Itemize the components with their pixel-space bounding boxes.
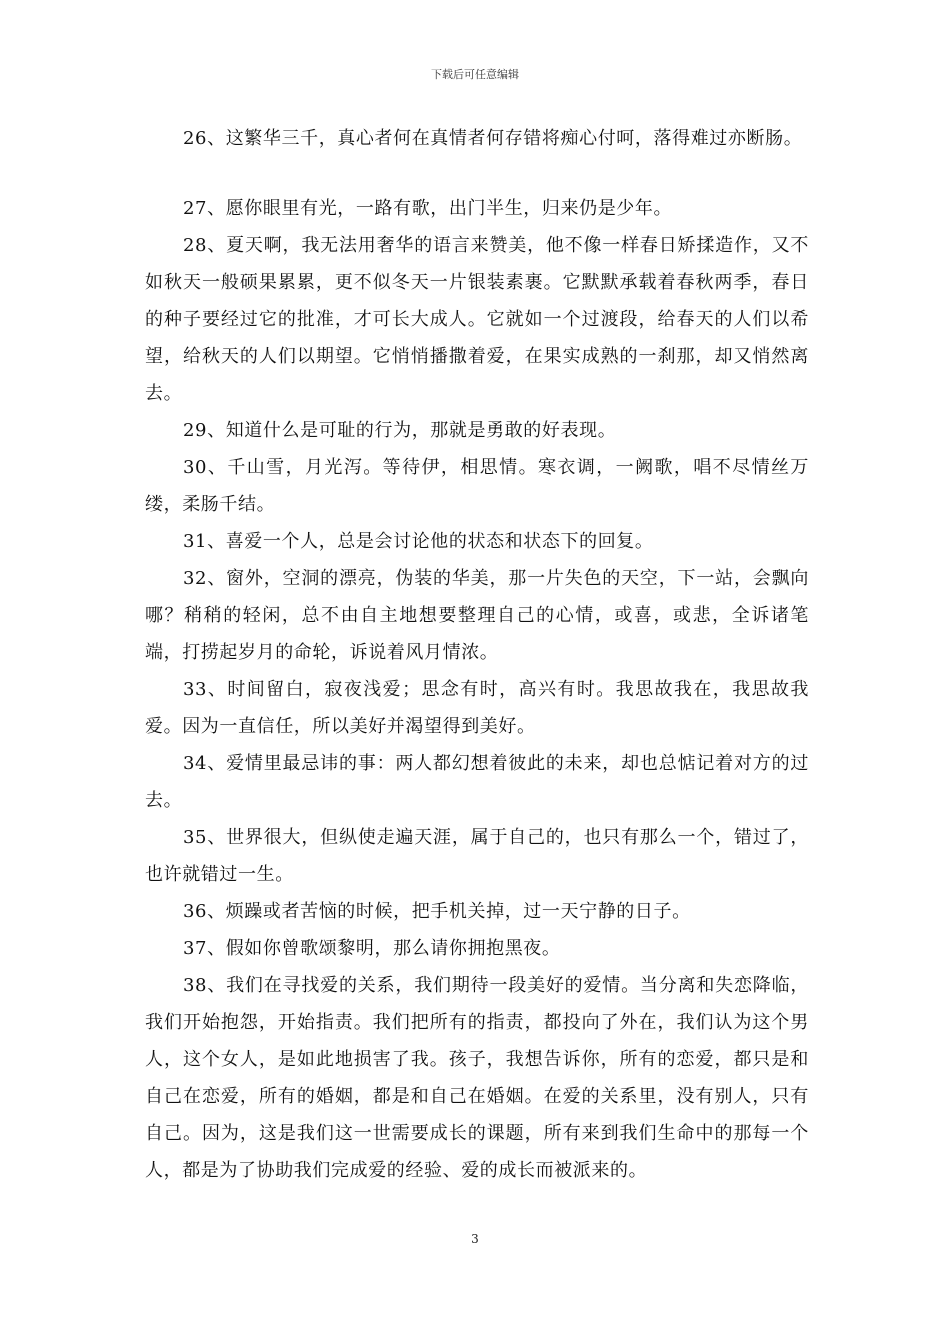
paragraph-35: 35、世界很大，但纵使走遍天涯，属于自己的，也只有那么一个，错过了，也许就错过一生。: [145, 827, 809, 885]
paragraph-28: 28、夏天啊，我无法用奢华的语言来赞美，他不像一样春日矫揉造作，又不如秋天一般硕果累累，更不似冬天一片银装素裹。它默默承载着春秋两季，春日的种子要经过它的批准，才可长大成人。它就如一个过渡段，给春天的人们以希望，给秋天的人们以期望。它悄悄播撒着爱，在果实成熟的一刹那，却又悄然离去。: [145, 235, 809, 404]
paragraph-33: 33、时间留白，寂夜浅爱；思念有时，高兴有时。我思故我在，我思故我爱。因为一直信任，所以美好并渴望得到美好。: [145, 679, 809, 737]
paragraph-27: 27、愿你眼里有光，一路有歌，出门半生，归来仍是少年。: [183, 198, 673, 219]
page-number: 3: [471, 1232, 479, 1246]
paragraph-34: 34、爱情里最忌讳的事：两人都幻想着彼此的未来，却也总惦记着对方的过去。: [145, 753, 809, 811]
document-body: [145, 120, 809, 1189]
paragraph-37: 37、假如你曾歌颂黎明，那么请你拥抱黑夜。: [183, 938, 561, 959]
paragraph-32: 32、窗外，空洞的漂亮，伪装的华美，那一片失色的天空，下一站，会飘向哪？稍稍的轻闲，总不由自主地想要整理自己的心情，或喜，或悲，全诉诸笔端，打捞起岁月的命轮，诉说着风月情浓。: [145, 568, 809, 663]
paragraph-31: 31、喜爱一个人，总是会讨论他的状态和状态下的回复。: [183, 531, 654, 552]
paragraph-38: 38、我们在寻找爱的关系，我们期待一段美好的爱情。当分离和失恋降临，我们开始抱怨，开始指责。我们把所有的指责，都投向了外在，我们认为这个男人，这个女人，是如此地损害了我。孩子，我想告诉你，所有的恋爱，都只是和自己在恋爱，所有的婚姻，都是和自己在婚姻。在爱的关系里，没有别人，只有自己。因为，这是我们这一世需要成长的课题，所有来到我们生命中的那每一个人，都是为了协助我们完成爱的经验、爱的成长而被派来的。: [145, 975, 809, 1181]
paragraph-26: 26、这繁华三千，真心者何在真情者何存错将痴心付呵，落得难过亦断肠。: [183, 128, 803, 149]
paragraph-29: 29、知道什么是可耻的行为，那就是勇敢的好表现。: [183, 420, 617, 441]
page-header: 下载后可任意编辑: [431, 68, 519, 81]
paragraph-30: 30、千山雪，月光泻。等待伊，相思情。寒衣调，一阙歌，唱不尽情丝万缕，柔肠千结。: [145, 457, 809, 515]
paragraph-36: 36、烦躁或者苦恼的时候，把手机关掉，过一天宁静的日子。: [183, 901, 691, 922]
